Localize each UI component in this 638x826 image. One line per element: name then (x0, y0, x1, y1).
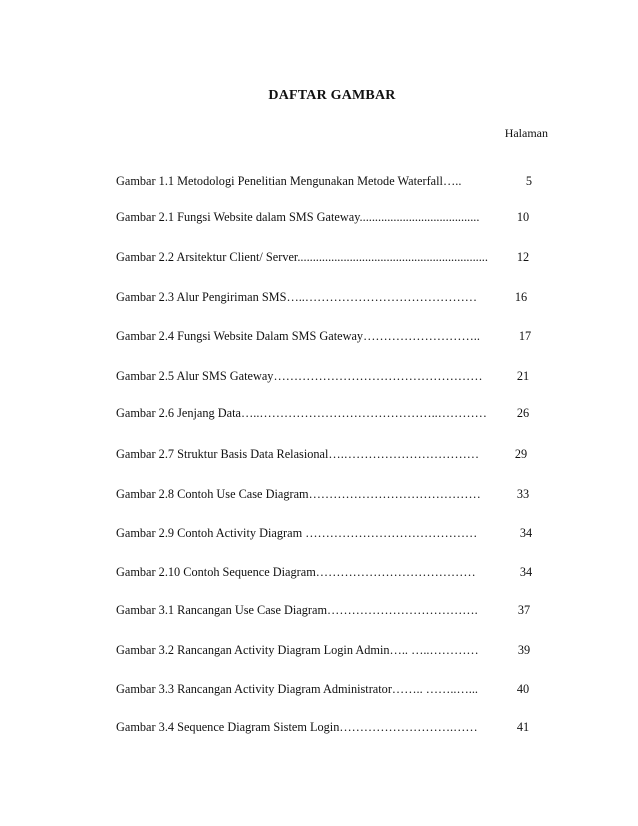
entry-label: Gambar 2.3 Alur Pengiriman SMS…..…………………………………… (116, 290, 478, 304)
entry-label: Gambar 2.6 Jenjang Data…..……………………………………..………… (116, 406, 487, 420)
page-column-header: Halaman (504, 126, 548, 140)
list-item (116, 445, 536, 463)
list-item (116, 601, 536, 619)
entry-page-number: 16 (514, 290, 528, 304)
list-item (116, 208, 536, 226)
entry-page-number: 10 (516, 210, 530, 224)
entry-page-number: 12 (516, 250, 530, 264)
entry-page-number: 33 (516, 487, 530, 501)
entry-page-number: 5 (525, 174, 533, 188)
entry-page-number: 29 (514, 447, 528, 461)
entry-label: Gambar 2.10 Contoh Sequence Diagram………………………………… (116, 565, 476, 579)
entry-label: Gambar 3.2 Rancangan Activity Diagram Login Admin….. …..………… (116, 643, 479, 657)
list-item (116, 172, 536, 190)
entry-label: Gambar 3.4 Sequence Diagram Sistem Login……………………….…… (116, 720, 478, 734)
list-item (116, 327, 536, 345)
entry-page-number: 34 (519, 526, 533, 540)
list-item (116, 563, 536, 581)
list-item (116, 524, 536, 542)
page-title: DAFTAR GAMBAR (268, 88, 396, 103)
list-item (116, 680, 536, 698)
list-item (116, 404, 536, 422)
entry-label: Gambar 2.9 Contoh Activity Diagram …………………………………… (116, 526, 478, 540)
entry-page-number: 26 (516, 406, 530, 420)
list-item (116, 718, 536, 736)
list-item (116, 367, 536, 385)
entry-label: Gambar 1.1 Metodologi Penelitian Mengunakan Metode Waterfall….. (116, 174, 462, 188)
entry-label: Gambar 2.2 Arsitektur Client/ Server.............................................................. (116, 250, 488, 264)
entry-page-number: 17 (518, 329, 532, 343)
list-item (116, 288, 536, 306)
list-item (116, 248, 536, 266)
entry-page-number: 41 (516, 720, 530, 734)
entry-label: Gambar 3.1 Rancangan Use Case Diagram………………………………. (116, 603, 478, 617)
list-item (116, 641, 536, 659)
entry-page-number: 40 (516, 682, 530, 696)
entry-page-number: 21 (516, 369, 530, 383)
entry-label: Gambar 2.7 Struktur Basis Data Relasional….…………………………… (116, 447, 480, 461)
entry-page-number: 37 (517, 603, 531, 617)
entry-page-number: 34 (519, 565, 533, 579)
entry-label: Gambar 2.1 Fungsi Website dalam SMS Gateway....................................... (116, 210, 480, 224)
entry-label: Gambar 2.4 Fungsi Website Dalam SMS Gateway……………………….. (116, 329, 480, 343)
entry-label: Gambar 2.5 Alur SMS Gateway…………………………………………… (116, 369, 483, 383)
entry-label: Gambar 3.3 Rancangan Activity Diagram Administrator…….. ……..…... (116, 682, 479, 696)
entry-page-number: 39 (517, 643, 531, 657)
entry-label: Gambar 2.8 Contoh Use Case Diagram…………………………………… (116, 487, 481, 501)
list-item (116, 485, 536, 503)
